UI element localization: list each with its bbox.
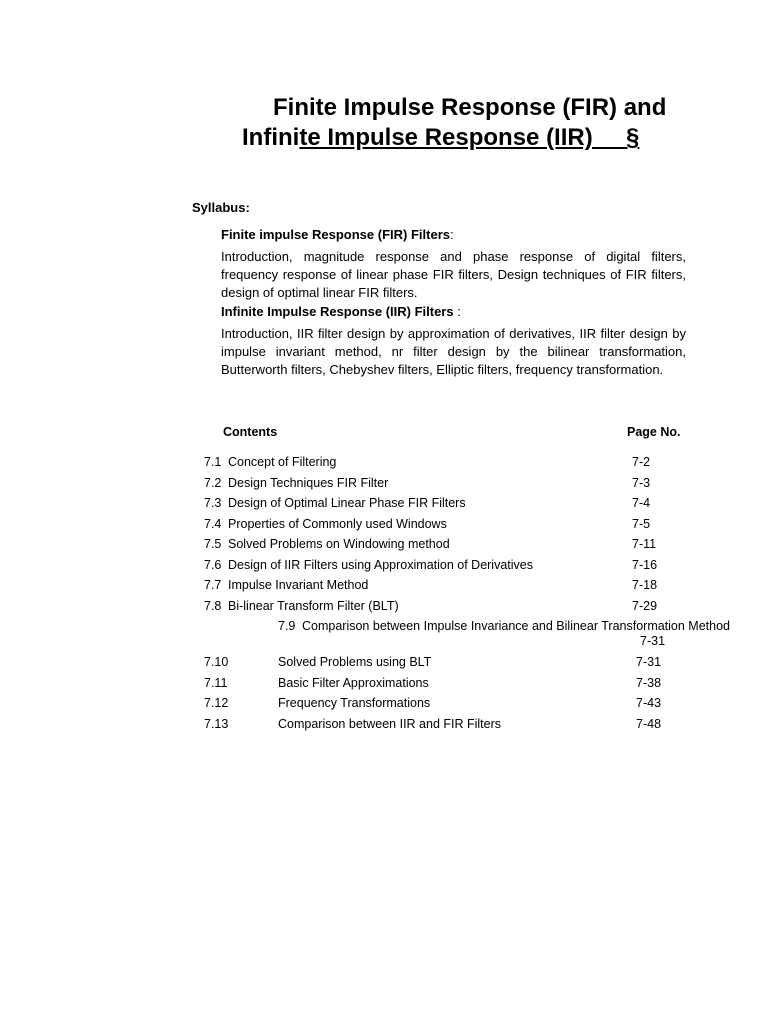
toc-page: 7-2 (632, 455, 651, 469)
toc-page: 7-5 (632, 516, 651, 531)
toc-page: 7-43 (636, 696, 662, 710)
toc-page: 7-29 (632, 598, 658, 613)
fir-heading-suffix: : (449, 227, 454, 242)
toc-title: Frequency Transformations (278, 696, 431, 710)
toc-row (204, 476, 674, 497)
toc-row (204, 517, 674, 538)
toc-title: Basic Filter Approximations (278, 675, 429, 690)
toc-number: 7.5 (204, 537, 222, 551)
toc-title: Impulse Invariant Method (228, 578, 369, 592)
syllabus-label: Syllabus: (192, 200, 250, 215)
toc-row (204, 537, 674, 558)
toc-title: Concept of Filtering (228, 455, 337, 469)
fir-description: Introduction, magnitude response and phase response of digital filters, frequency response of linear phase FIR filters, Design techniques of FIR filters, design of optimal linear FIR filters. (221, 249, 686, 300)
toc-page: 7-16 (632, 557, 658, 572)
toc-number: 7.11 (204, 675, 228, 690)
toc-number: 7.9 (278, 619, 296, 633)
toc-title: Properties of Commonly used Windows (228, 516, 447, 531)
toc-page: 7-38 (636, 675, 662, 690)
toc-number: 7.3 (204, 496, 222, 510)
iir-heading-suffix: : (453, 304, 461, 319)
toc-number: 7.4 (204, 516, 222, 531)
fir-heading-text: Finite impulse Response (FIR) Filters (221, 227, 450, 242)
toc-page: 7-31 (640, 634, 666, 648)
toc-title: Comparison between Impulse Invariance and Bilinear Transformation Method (302, 619, 731, 633)
toc-page: 7-11 (632, 537, 657, 551)
toc-title: Design of IIR Filters using Approximation of Derivatives (228, 557, 533, 572)
iir-heading-text: Infinite Impulse Response (IIR) Filters (221, 304, 454, 319)
toc-number: 7.12 (204, 696, 229, 710)
title-underlined-part: te Impulse Response (IIR) § (299, 124, 640, 151)
iir-heading (221, 304, 461, 319)
page-title-line-1: Finite Impulse Response (FIR) and (273, 94, 667, 121)
toc-row (204, 558, 674, 579)
contents-heading: Contents (223, 425, 278, 439)
toc-row (204, 496, 674, 517)
toc-number: 7.8 (204, 598, 222, 613)
toc-number: 7.6 (204, 557, 222, 572)
toc-page: 7-4 (632, 496, 651, 510)
toc-row (204, 696, 674, 717)
toc-row-continuation (204, 634, 674, 655)
toc-row (204, 717, 674, 738)
toc-title: Solved Problems using BLT (278, 655, 432, 669)
toc-title: Design of Optimal Linear Phase FIR Filters (228, 496, 466, 510)
page-no-heading: Page No. (627, 425, 681, 439)
toc-row (204, 676, 674, 697)
toc-title: Design Techniques FIR Filter (228, 475, 389, 490)
page-title-line-2 (242, 124, 639, 152)
toc-number: 7.7 (204, 578, 222, 592)
table-of-contents (204, 455, 731, 737)
toc-row (204, 578, 674, 599)
toc-page: 7-31 (636, 655, 662, 669)
toc-title: Solved Problems on Windowing method (228, 537, 450, 551)
toc-row (204, 655, 674, 676)
toc-row (204, 599, 674, 620)
toc-row (204, 619, 731, 634)
toc-page: 7-48 (636, 716, 662, 731)
toc-title: Bi-linear Transform Filter (BLT) (228, 598, 399, 613)
fir-heading (221, 227, 454, 242)
title-plain-part: Infini (242, 124, 300, 151)
toc-number: 7.2 (204, 475, 222, 490)
toc-page: 7-3 (632, 475, 651, 490)
toc-title: Comparison between IIR and FIR Filters (278, 716, 502, 731)
toc-page: 7-18 (632, 578, 658, 592)
toc-row (204, 455, 674, 476)
toc-number: 7.1 (204, 455, 222, 469)
iir-description: Introduction, IIR filter design by approximation of derivatives, IIR filter design by impulse invariant method, nr filter design by the bilinear transformation, Butterworth filters, Chebyshev filters, Elliptic filters, frequency transformation. (221, 326, 686, 377)
toc-number: 7.13 (204, 716, 229, 731)
toc-number: 7.10 (204, 655, 229, 669)
